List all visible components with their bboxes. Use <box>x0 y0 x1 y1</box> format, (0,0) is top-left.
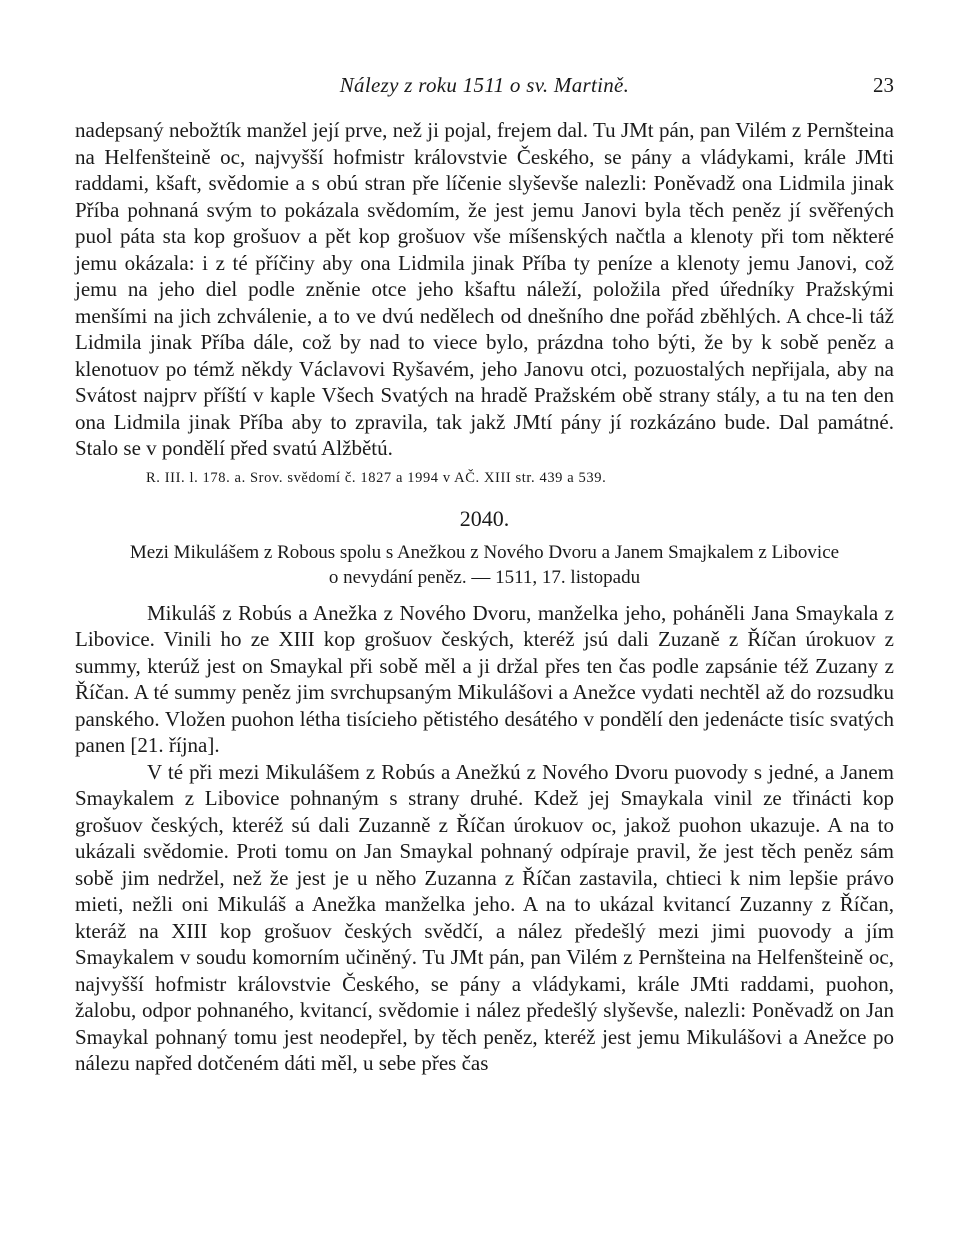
entry-heading-line-1: Mezi Mikulášem z Robous spolu s Anežkou z Nového Dvoru a Janem Smajkalem z Libovice <box>129 541 840 563</box>
page-number: 23 <box>873 73 894 97</box>
entry-number: 2040. <box>459 505 510 531</box>
running-title: Nálezy z roku 1511 o sv. Martině. <box>339 73 630 97</box>
continuation-paragraph: nadepsaný nebožtík manžel její prve, než ji pojal, frejem dal. Tu JMt pán, pan Vilém z Pernšteina na Helfenšteině oc, najvyšší hofmistr královstvie Českého, se pány a vládykami, krále JMti raddami, kšaft, svědomie a s obú stran pře líčenie slyševše nalezli: Poněvadž ona Lidmila jinak Příba pohnaná svým to pokázala svědomím, že jest jemu Janovi byla těch peněz jí svěřených puol páta sta kop grošuov a pět kop grošuov vše míšenských načtla a klenoty při tom některé jemu okázala: i z té příčiny aby ona Lidmila jinak Příba ty peníze a klenoty jemu Janovi, což jemu na jeho diel podle zněnie otce jeho kšaftu náleží, položila před úředníky Pražskými menšími na jich zchválenie, a to ve dvú nedělech od dnešního dne pořád zběhlých. A chce-li táž Lidmila jinak Příba dále, což by nad to viece bylo, prázdna toho býti, že by k sobě peněz a klenotuov po témž někdy Václavovi Ryšavém, jeho Janovu otci, pozuostalých nepřijala, aby na Svátost najprv příští v kaple Všech Svatých na hradě Pražském obě strany stály, a tu na ten den ona Lidmila jinak Příba aby to zpravila, tak jakž JMtí pány jí rozkázáno bude. Dal památné. Stalo se v pondělí před svatú Alžbětú. <box>75 118 894 460</box>
entry-paragraph-2: V té při mezi Mikulášem z Robús a Anežkú z Nového Dvoru puovody s jedné, a Janem Smaykalem z Libovice pohnaným s strany druhé. Kdež jej Smaykala vinil ze třinácti kop grošuov českých, kteréž sú dali Zuzanně z Říčan úrokuov oc, jakož puohon ukazuje. A na to ukázali svědomie. Proti tomu on Jan Smaykal pohnaný odpíraje pravil, že jest těch peněz sám sobě jim nedržel, než že jest je u něho Zuzanna z Říčan zastavila, chtieci k nim lepšie právo mieti, nežli oni Mikuláš a Anežka manželka jeho. A na to ukázal kvitancí Zuzanny z Říčan, kteráž na XIII kop grošuov českých svědčí, a nález předešlý mezi jimi puovody a jím Smaykalem v soudu komorním učiněný. Tu JMt pán, pan Vilém z Pernšteina na Helfenšteině oc, najvyšší hofmistr královstvie Českého, se pány a vládykami, krále JMti raddami, puohon, žalobu, odpor pohnaného, kvitancí, svědomie i nález předešlý slyševše, nalezli: Poněvadž on Jan Smaykal pohnaný tomu jest neodepřel, by těch peněz, kteréž jest jemu Mikulášovi a Anežce po nálezu napřed dotčeném dáti měl, u sebe přes čas <box>75 759 894 1075</box>
spacer <box>75 590 894 600</box>
entry-paragraph-1: Mikuláš z Robús a Anežka z Nového Dvoru, manželka jeho, poháněli Jana Smaykala z Libovice. Vinili ho ze XIII kop grošuov českých, kteréž jsú dali Zuzaně z Říčan úrokuov z summy, kterúž jest on Smaykal při sobě měl a ji držal přes ten čas podle zapsánie též Zuzany z Říčan. A té summy peněz jim svrchupsaným Mikulášovi a Anežce vydati nechtěl až do rozsudku panského. Vložen puohon létha tisícieho pětistého desátého v pondělí den jedenácte tisíc svatých panen [21. října]. <box>75 600 894 757</box>
entry-heading <box>75 540 894 590</box>
page-body <box>75 117 894 1077</box>
entry-heading-line-2: o nevydání peněz. — 1511, 17. listopadu <box>328 566 641 588</box>
page-header <box>75 70 894 100</box>
source-note: R. III. l. 178. a. Srov. svědomí č. 1827 a 1994 v AČ. XIII str. 439 a 539. <box>146 469 607 486</box>
